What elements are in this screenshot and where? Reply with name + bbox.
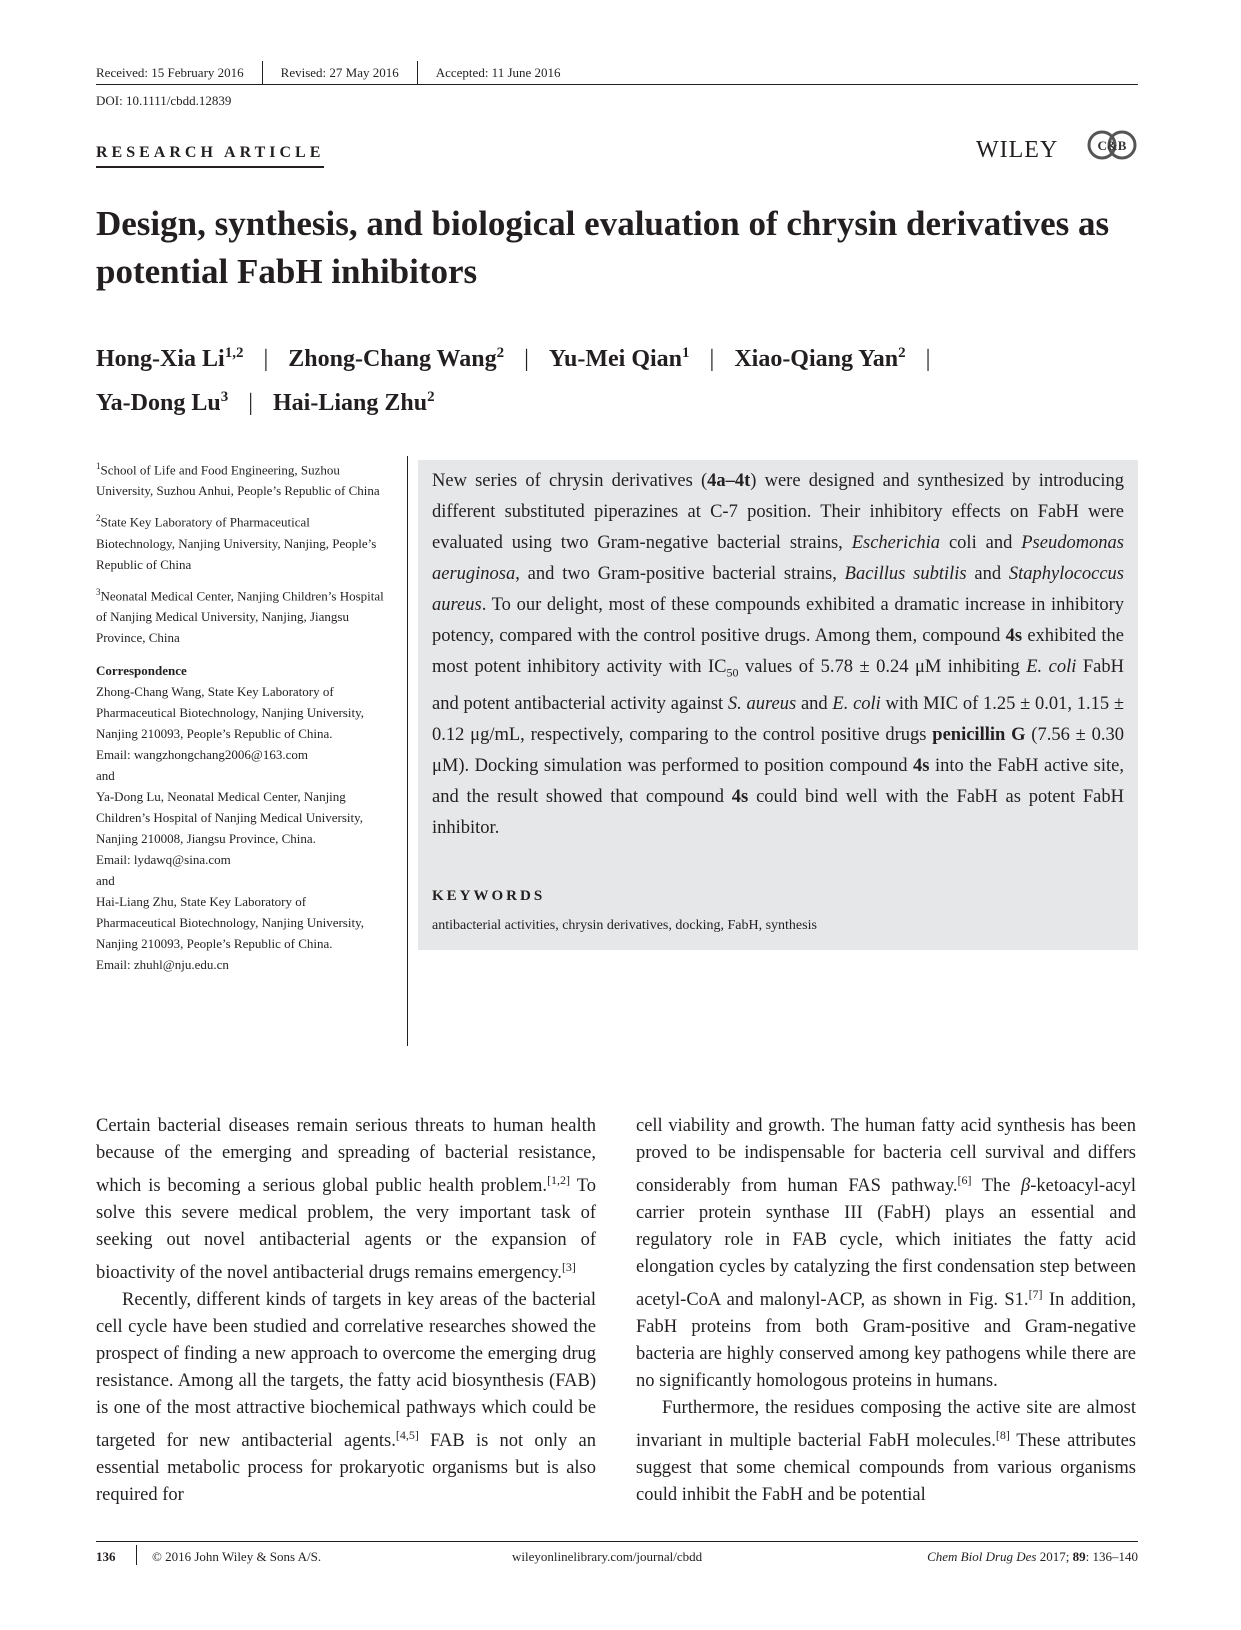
correspondence-line: Hai-Liang Zhu, State Key Laboratory of Pharmaceutical Biotechnology, Nanjing University, Nanjing 210093, People’s Republic of China. bbox=[96, 893, 364, 951]
paragraph: Furthermore, the residues composing the active site are almost invariant in multiple bacterial FabH molecules.[8] These attributes suggest that some chemical compounds from various organisms could inhibit the FabH and be potential bbox=[636, 1398, 1136, 1506]
copyright: © 2016 John Wiley & Sons A/S. bbox=[152, 1549, 322, 1564]
author: Hong-Xia Li$^{1,2}$ bbox=[96, 345, 244, 372]
correspondence-line: Zhong-Chang Wang, State Key Laboratory of Pharmaceutical Biotechnology, Nanjing University, Nanjing 210093, People’s Republic of China. bbox=[96, 683, 364, 741]
footer-separator bbox=[136, 1545, 137, 1565]
author: Xiao-Qiang Yan$^2$ bbox=[734, 345, 906, 372]
journal-url[interactable]: wileyonlinelibrary.com/journal/cbdd bbox=[512, 1549, 703, 1564]
author: Ya-Dong Lu$^3$ bbox=[96, 389, 229, 416]
body-column-right bbox=[636, 1113, 1136, 1509]
citation-link[interactable]: [4,5] bbox=[395, 1428, 419, 1443]
keywords-title: KEYWORDS bbox=[432, 888, 546, 904]
author-line-2: Ya-Dong Lu$^3$ | Hai-Liang Zhu$^2$ bbox=[96, 389, 435, 416]
affiliation: $^3$Neonatal Medical Center, Nanjing Children’s Hospital of Nanjing Medical University, Nanjing, Jiangsu Province, China bbox=[96, 586, 384, 645]
article-type: RESEARCH ARTICLE bbox=[96, 144, 324, 168]
correspondence-title: Correspondence bbox=[96, 662, 187, 678]
received-date: Received: 15 February 2016 bbox=[96, 65, 244, 80]
affiliation: $^1$School of Life and Food Engineering, Suzhou University, Suzhou Anhui, People’s Republic of China bbox=[96, 461, 380, 499]
author: Yu-Mei Qian$^1$ bbox=[548, 345, 690, 372]
correspondence-line: and bbox=[96, 872, 115, 888]
header-dates bbox=[96, 61, 561, 85]
paragraph: cell viability and growth. The human fatty acid synthesis has been proved to be indispensable for bacteria cell survival and differs considerably from human FAS pathway.[6] The β-ketoacyl-acyl carrier protein synthase III (FabH) plays an essential and regulatory role in FAB cycle, which initiates the fatty acid elongation cycles by catalyzing the first condensation step between acetyl-CoA and malonyl-ACP, as shown in Fig. S1.[7] In addition, FabH proteins from both Gram-positive and Gram-negative bacteria are highly conserved among key pathogens while there are no significantly homologous proteins in humans. bbox=[636, 1116, 1136, 1392]
column-divider bbox=[407, 456, 408, 1046]
citation-link[interactable]: [3] bbox=[561, 1260, 576, 1275]
abstract-box bbox=[418, 460, 1138, 950]
body-column-left bbox=[96, 1113, 596, 1509]
correspondence-email[interactable]: Email: lydawq@sina.com bbox=[96, 851, 231, 867]
journal-citation: Chem Biol Drug Des 2017; 89: 136–140 bbox=[927, 1549, 1138, 1564]
paragraph: Certain bacterial diseases remain serious threats to human health because of the emerging and spreading of bacterial resistance, which is becoming a serious global public health problem.[1,2] To solve this severe medical problem, the very important task of seeking out novel antibacterial agents or the expansion of bioactivity of the novel antibacterial drugs remains emergency.[3] bbox=[96, 1116, 596, 1284]
affiliation: $^2$State Key Laboratory of Pharmaceutical Biotechnology, Nanjing University, Nanjing, People’s Republic of China bbox=[96, 513, 377, 572]
journal-logo-icon bbox=[1086, 128, 1138, 164]
citation-link[interactable]: [6] bbox=[957, 1173, 972, 1187]
page-number: 136 bbox=[96, 1549, 116, 1564]
article-title: Design, synthesis, and biological evaluation of chrysin derivatives as potential FabH inhibitors bbox=[96, 204, 1110, 291]
paragraph: Recently, different kinds of targets in key areas of the bacterial cell cycle have been studied and correlative researches showed the prospect of finding a new approach to overcome the emerging drug resistance. Among all the targets, the fatty acid biosynthesis (FAB) is one of the most attractive biochemical pathways which could be targeted for new antibacterial agents.[4,5] FAB is not only an essential metabolic process for prokaryotic organisms but is also required for bbox=[96, 1290, 596, 1506]
author: Hai-Liang Zhu$^2$ bbox=[273, 389, 435, 416]
citation-link[interactable]: [7] bbox=[1028, 1287, 1043, 1302]
header-separator bbox=[262, 61, 263, 85]
correspondence-line: and bbox=[96, 767, 115, 783]
correspondence-email[interactable]: Email: zhuhl@nju.edu.cn bbox=[96, 956, 229, 972]
citation-link[interactable]: [8] bbox=[995, 1428, 1010, 1443]
author: Zhong-Chang Wang$^2$ bbox=[288, 345, 505, 372]
accepted-date: Accepted: 11 June 2016 bbox=[435, 65, 561, 80]
journal-logo-text: C&B bbox=[1097, 138, 1127, 153]
citation-link[interactable]: [1,2] bbox=[547, 1173, 571, 1187]
author-line-1: Hong-Xia Li$^{1,2}$ | Zhong-Chang Wang$^2$ | Yu-Mei Qian$^1$ | Xiao-Qiang Yan$^2$ | bbox=[96, 345, 931, 372]
header-rule bbox=[96, 84, 1138, 85]
header-separator bbox=[417, 61, 418, 85]
publisher-logo: WILEY bbox=[976, 137, 1059, 163]
revised-date: Revised: 27 May 2016 bbox=[280, 65, 399, 80]
abstract-text: New series of chrysin derivatives (4a–4t) were designed and synthesized by introducing different substituted piperazines at C-7 position. Their inhibitory effects on FabH were evaluated using two Gram-negative bacterial strains, Escherichia coli and Pseudomonas aeruginosa, and two Gram-positive bacterial strains, Bacillus subtilis and Staphylococcus aureus. To our delight, most of these compounds exhibited a dramatic increase in inhibitory potency, compared with the control positive drugs. Among them, compound 4s exhibited the most potent inhibitory activity with $IC_{50}$ values of 5.78 ± 0.24 μM inhibiting E. coli FabH and potent antibacterial activity against S. aureus and E. coli with MIC of 1.25 ± 0.01, 1.15 ± 0.12 μg/mL, respectively, comparing to the control positive drugs penicillin G (7.56 ± 0.30 μM). Docking simulation was performed to position compound 4s into the FabH active site, and the result showed that compound 4s could bind well with the FabH as potent FabH inhibitor. bbox=[432, 471, 1125, 838]
correspondence-line: Ya-Dong Lu, Neonatal Medical Center, Nanjing Children’s Hospital of Nanjing Medical University, Nanjing 210008, Jiangsu Province, China. bbox=[96, 788, 364, 846]
affiliations-column bbox=[96, 456, 386, 975]
keywords: antibacterial activities, chrysin derivatives, docking, FabH, synthesis bbox=[432, 918, 817, 933]
correspondence-email[interactable]: Email: wangzhongchang2006@163.com bbox=[96, 746, 308, 762]
footer-rule bbox=[96, 1541, 1138, 1542]
author-list bbox=[96, 334, 1156, 422]
doi: DOI: 10.1111/cbdd.12839 bbox=[96, 93, 232, 108]
